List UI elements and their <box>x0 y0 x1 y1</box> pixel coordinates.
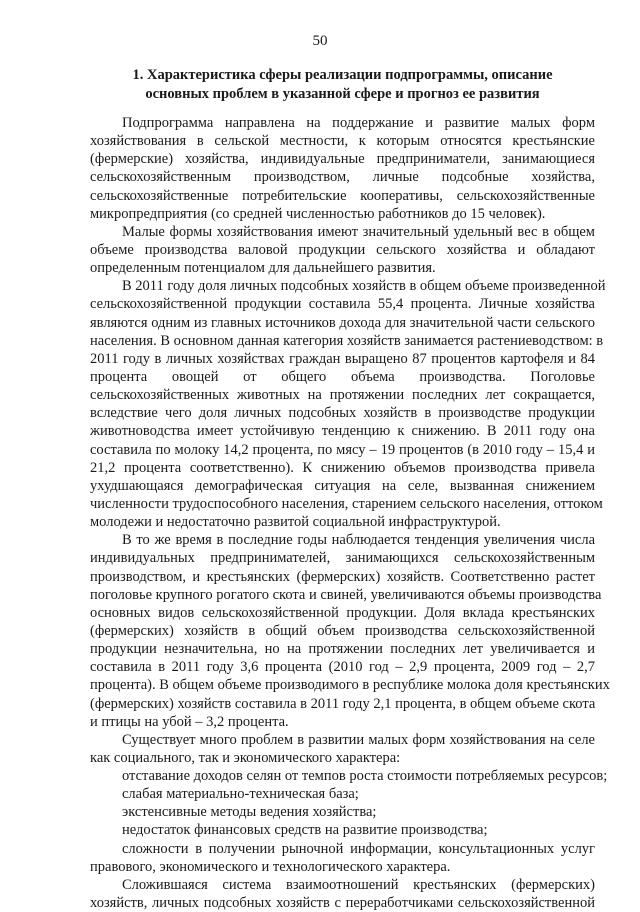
text-line: В 2011 году доля личных подсобных хозяйств в общем объеме произведенной <box>122 278 606 295</box>
text-line: населения. В основном данная категория хозяйств занимается растениеводством: в <box>90 332 604 349</box>
text-line: составила в 2011 году 3,6 процента (2010 год – 2,9 процента, 2009 год – 2,7 <box>90 659 595 676</box>
text-line: сложности в получении рыночной информации, консультационных услуг <box>122 840 595 857</box>
text-line: процента). В общем объеме производимого в республике молока доля крестьянских <box>90 677 610 694</box>
text-line: Сложившаяся система взаимоотношений крестьянских (фермерских) <box>122 876 595 893</box>
text-line: основных видов сельскохозяйственной продукции. Доля вклада крестьянских <box>90 604 595 621</box>
text-line: 21,2 процента соответственно). К снижению объемов производства привела <box>90 459 595 476</box>
text-line: (фермерских) хозяйств в общий объем производства сельскохозяйственной <box>90 622 595 639</box>
text-line: микропредприятия (со средней численностью работников до 15 человек). <box>90 205 546 222</box>
text-line: слабая материально-техническая база; <box>122 786 359 803</box>
text-line: отставание доходов селян от темпов роста стоимости потребляемых ресурсов; <box>122 768 608 785</box>
text-line: объеме производства валовой продукции сельского хозяйства и обладают <box>90 241 595 258</box>
text-line: ухудшающаяся демографическая ситуация на селе, вызванная снижением <box>90 477 595 494</box>
page-number: 50 <box>312 33 328 49</box>
text-line: хозяйствования в сельской местности, к которым относятся крестьянские <box>90 133 595 150</box>
text-line: Подпрограмма направлена на поддержание и развитие малых форм <box>122 115 595 131</box>
text-line: поголовье крупного рогатого скота и свиней, увеличиваются объемы производства <box>90 586 602 603</box>
text-line: составила по молоку 14,2 процента, по мясу – 19 процентов (в 2010 году – 15,4 и <box>90 441 595 458</box>
text-line: (фермерских) хозяйств составила в 2011 году 2,1 процента, в общем объеме скота <box>90 695 596 712</box>
heading-line: основных проблем в указанной сфере и прогноз ее развития <box>145 86 540 102</box>
body-text <box>90 114 610 912</box>
text-line: Малые формы хозяйствования имеют значительный удельный вес в общем <box>122 223 595 240</box>
text-line: молодежи и недостаточно развитой социальной инфраструктурой. <box>90 514 501 531</box>
text-line: Существует много проблем в развитии малых форм хозяйствования на селе <box>122 731 595 748</box>
text-line: животноводства имеет устойчивую тенденцию к снижению. В 2011 году она <box>90 423 595 440</box>
text-line: как социального, так и экономического характера: <box>90 749 401 766</box>
text-line: являются одним из главных источников дохода для значительной части сельского <box>90 314 595 331</box>
text-line: сельскохозяйственных животных на протяжении последних лет сокращается, <box>90 387 595 404</box>
text-line: В то же время в последние годы наблюдается тенденция увеличения числа <box>122 532 595 549</box>
section-heading <box>90 66 595 104</box>
text-line: производством, и крестьянских (фермерских) хозяйств. Соответственно растет <box>90 568 595 585</box>
text-line: сельскохозяйственным производством, личные подсобные хозяйства, <box>90 169 595 186</box>
text-line: (фермерские) хозяйства, индивидуальные предприниматели, занимающиеся <box>90 151 595 168</box>
text-line: продукции незначительна, но на протяжении последних лет увеличивается и <box>90 641 595 658</box>
text-line: сельскохозяйственные потребительские кооперативы, сельскохозяйственные <box>90 187 595 204</box>
text-line: правового, экономического и технологического характера. <box>90 858 451 875</box>
text-line: хозяйств, личных подсобных хозяйств с переработчиками сельскохозяйственной <box>90 895 595 912</box>
heading-line: 1. Характеристика сферы реализации подпрограммы, описание <box>132 67 553 83</box>
text-line: 2011 году в личных хозяйствах граждан выращено 87 процентов картофеля и 84 <box>90 350 595 367</box>
text-line: и птицы на убой – 3,2 процента. <box>90 713 289 730</box>
text-line: экстенсивные методы ведения хозяйства; <box>122 804 377 821</box>
text-line: определенным потенциалом для дальнейшего развития. <box>90 260 436 277</box>
text-line: процента овощей от общего объема производства. Поголовье <box>90 368 595 385</box>
text-line: сельскохозяйственной продукции составила 55,4 процента. Личные хозяйства <box>90 296 595 313</box>
text-line: численности трудоспособного населения, старением сельского населения, оттоком <box>90 495 603 512</box>
text-line: вследствие чего доля личных подсобных хозяйств в производстве продукции <box>90 405 595 422</box>
text-line: недостаток финансовых средств на развитие производства; <box>122 822 488 839</box>
text-line: индивидуальных предпринимателей, занимающихся сельскохозяйственным <box>90 550 595 567</box>
